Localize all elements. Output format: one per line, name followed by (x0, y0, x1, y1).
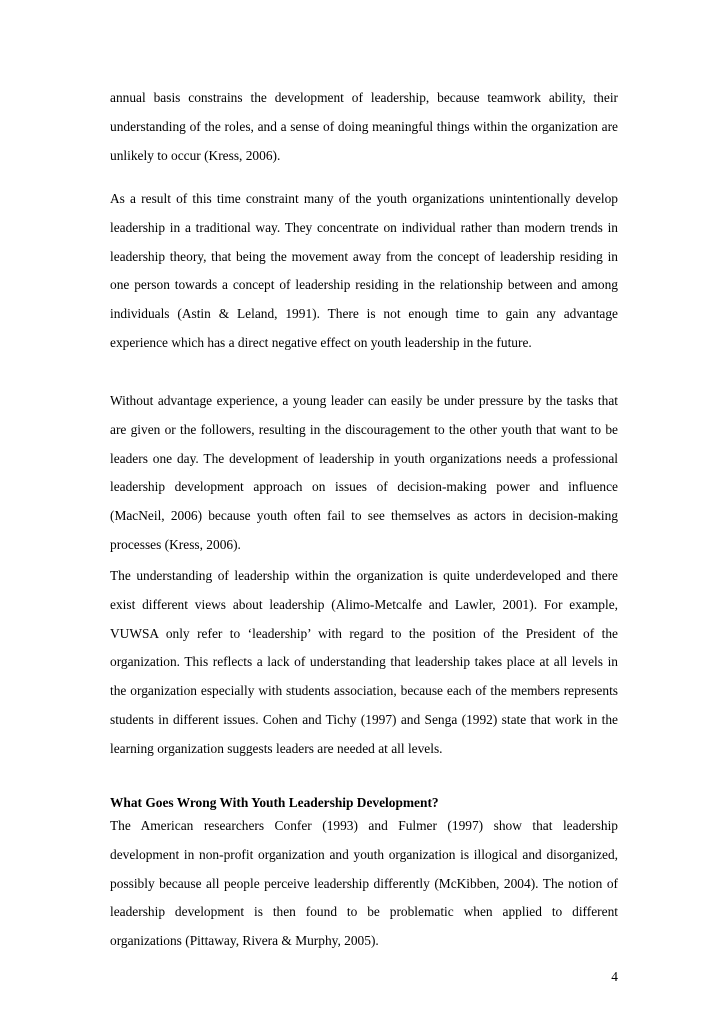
paragraph-leadership-constraints: annual basis constrains the development of leadership, because teamwork ability, their understanding of the roles, and a sense of doing meaningful things within the organization are unlikely to occur (Kress, 2006). (110, 90, 618, 163)
paragraph-what-goes-wrong: The American researchers Confer (1993) and Fulmer (1997) show that leadership development in non-profit organization and youth organization is illogical and disorganized, possibly because all people perceive leadership differently (McKibben, 2004). The notion of leadership development is then found to be problematic when applied to different organizations (Pittaway, Rivera & Murphy, 2005). (110, 818, 618, 949)
paragraph-time-constraint: As a result of this time constraint many of the youth organizations unintentionally develop leadership in a traditional way. They concentrate on individual rather than modern trends in leadership theory, that being the movement away from the concept of leadership residing in one person towards a concept of leadership residing in the relationship between and among individuals (Astin & Leland, 1991). There is not enough time to gain any advantage experience which has a direct negative effect on youth leadership in the future. (110, 191, 618, 350)
section-heading: What Goes Wrong With Youth Leadership Development? (110, 795, 439, 810)
paragraph-advantage-experience: Without advantage experience, a young leader can easily be under pressure by the tasks that are given or the followers, resulting in the discouragement to the other youth that want to be leaders one day. The development of leadership in youth organizations needs a professional leadership development approach on issues of decision-making power and influence (MacNeil, 2006) because youth often fail to see themselves as actors in decision-making processes (Kress, 2006). (110, 393, 618, 552)
paragraph-understanding-leadership: The understanding of leadership within the organization is quite underdeveloped and there exist different views about leadership (Alimo-Metcalfe and Lawler, 2001). For example, VUWSA only refer to ‘leadership’ with regard to the position of the President of the organization. This reflects a lack of understanding that leadership takes place at all levels in the organization especially with students association, because each of the members represents students in different issues. Cohen and Tichy (1997) and Senga (1992) state that work in the learning organization suggests leaders are needed at all levels. (110, 568, 618, 756)
page-number: 4 (611, 969, 618, 984)
